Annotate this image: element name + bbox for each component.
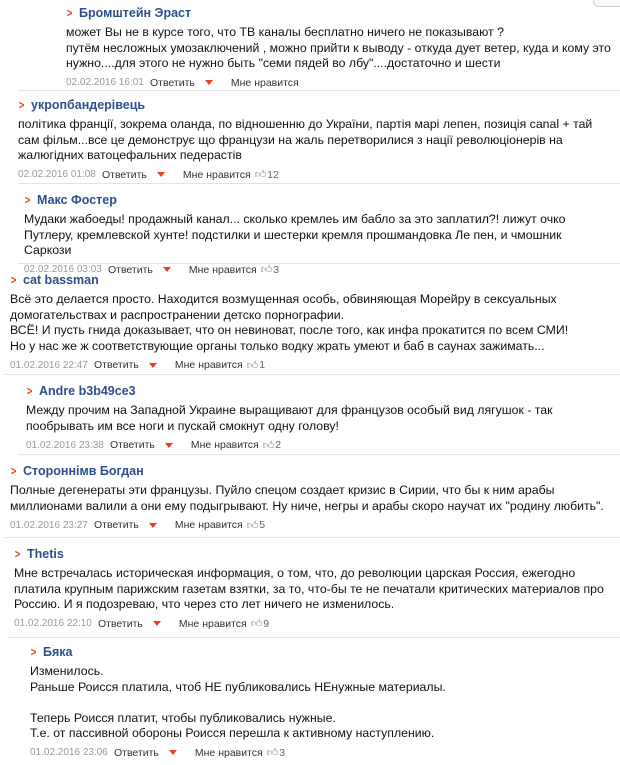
comment-date: 02.02.2016 01:08 bbox=[18, 169, 96, 180]
like-count: 12 bbox=[267, 168, 279, 181]
reply-dropdown-icon[interactable] bbox=[169, 750, 177, 755]
chevron-right-icon: > bbox=[24, 193, 31, 207]
comment bbox=[4, 455, 620, 538]
comment-author[interactable] bbox=[10, 463, 620, 479]
comment-author[interactable] bbox=[30, 644, 620, 660]
comment-text: Полные дегенераты эти французы. Пуйло спецом создает кризис в Сирии, что бы к ним арабы миллионами валили а они ему подыгрывают. Ну ниче, негры и арабы скоро научат их "родину любить". bbox=[10, 483, 604, 513]
chevron-right-icon: > bbox=[10, 273, 17, 287]
like-count: 5 bbox=[259, 519, 266, 531]
comment bbox=[18, 375, 620, 455]
like-button[interactable]: Мне нравится bbox=[194, 746, 263, 759]
thumbs-up-icon[interactable]: 👍︎ bbox=[250, 618, 263, 630]
like-button[interactable]: Мне нравится bbox=[174, 359, 243, 371]
like-count: 9 bbox=[263, 617, 270, 630]
author-name[interactable]: Макс Фостер bbox=[37, 193, 117, 207]
author-name[interactable]: Thetis bbox=[27, 547, 64, 561]
like-button[interactable]: Мне нравится bbox=[178, 617, 247, 630]
reply-button[interactable]: Ответить bbox=[108, 263, 153, 276]
reply-dropdown-icon[interactable] bbox=[157, 172, 165, 177]
comment-date: 02.02.2016 03:03 bbox=[24, 264, 102, 275]
thumbs-up-icon[interactable]: 👍︎ bbox=[254, 169, 267, 181]
reply-dropdown-icon[interactable] bbox=[149, 363, 157, 368]
author-name[interactable]: Бромштейн Эраст bbox=[79, 6, 192, 20]
like-count: 3 bbox=[279, 746, 286, 759]
like-button[interactable]: Мне нравится bbox=[190, 439, 259, 451]
comment bbox=[18, 184, 620, 276]
comment-text: может Вы не в курсе того, что ТВ каналы бесплатно ничего не показывают ? путём несложных умозаключений , можно прийти к выводу - откуда дует ветер, куда и кому это нужно....для этого не нужно быть "семи пядей во лбу"....достаточно и шести bbox=[66, 25, 611, 70]
comment bbox=[22, 638, 620, 765]
like-button[interactable]: Мне нравится bbox=[230, 76, 299, 89]
comment-text: Мне встречалась историческая информация, о том, что, до революции царская Россия, ежегодно платила крупным парижским газетам взятки, за то, что-бы те не печатали критических материалов про Россию. И я подозреваю, что через сто лет ничего не изменилось. bbox=[14, 566, 604, 611]
comment-meta bbox=[10, 358, 620, 372]
comment-author[interactable] bbox=[66, 5, 620, 21]
comment-date: 02.02.2016 16:01 bbox=[66, 77, 144, 88]
comment-date: 01.02.2016 22:47 bbox=[10, 359, 88, 371]
chevron-right-icon: > bbox=[66, 6, 73, 20]
comment-date: 01.02.2016 23:38 bbox=[26, 439, 104, 451]
author-name[interactable]: Стороннімв Богдан bbox=[23, 464, 144, 478]
like-count: 2 bbox=[275, 439, 282, 451]
comment-date: 01.02.2016 22:10 bbox=[14, 618, 92, 629]
reply-button[interactable]: Ответить bbox=[94, 359, 139, 371]
comment-author[interactable] bbox=[26, 383, 620, 399]
chevron-right-icon: > bbox=[30, 645, 37, 659]
comment bbox=[66, 0, 620, 90]
author-name[interactable]: Бяка bbox=[43, 645, 73, 659]
reply-button[interactable]: Ответить bbox=[102, 168, 147, 181]
like-count: 1 bbox=[259, 359, 266, 371]
comment-meta bbox=[66, 76, 620, 90]
comment bbox=[18, 90, 620, 184]
comment-meta bbox=[26, 438, 620, 452]
author-name[interactable]: cat bassman bbox=[23, 273, 99, 287]
thumbs-up-icon[interactable]: 👍︎ bbox=[246, 359, 259, 372]
like-button[interactable]: Мне нравится bbox=[174, 519, 243, 531]
reply-dropdown-icon[interactable] bbox=[165, 443, 173, 448]
chevron-right-icon: > bbox=[14, 547, 21, 561]
comment-date: 01.02.2016 23:27 bbox=[10, 519, 88, 531]
comment-text: Между прочим на Западной Украине выращивают для французов особый вид лягушок - так пообрывать им все ноги и пускай смокнут одну голову! bbox=[26, 403, 553, 433]
comment-meta bbox=[18, 168, 620, 182]
thumbs-up-icon[interactable]: 👍︎ bbox=[246, 519, 259, 532]
comment-text: Мудаки жабоеды! продажный канал... сколько кремлеь им бабло за это заплатил?! лижут очко Путлеру, кремлевской хунте! подстилки и шестерки кремля прошмандовка Ле пен, и чмошник Саркози bbox=[24, 212, 566, 257]
thumbs-up-icon[interactable]: 👍︎ bbox=[262, 439, 275, 452]
reply-dropdown-icon[interactable] bbox=[149, 523, 157, 528]
comment-author[interactable] bbox=[10, 272, 620, 288]
reply-button[interactable]: Ответить bbox=[94, 519, 139, 531]
comment bbox=[8, 538, 620, 638]
comment-meta bbox=[14, 617, 620, 631]
reply-button[interactable]: Ответить bbox=[110, 439, 155, 451]
comment-text: політика франції, зокрема оланда, по відношенню до України, партія марі лепен, позиція canal + тай сам фільм...все це демонструє що французи на жаль перетворилися з нації революціонерів на жалюгідних ватоцефальних педерастів bbox=[18, 117, 593, 162]
comment-text: Всё это делается просто. Находится возмущенная особь, обвиняющая Морейру в сексуальных домогательствах и распространении детско порнографии. ВСЁ! И пусть гнида доказывает, что он невиноват, после того, как инфа прокатится по всем СМИ! Но у нас же ж соответствующие органы только водку жрать умеют и баб в саунах зажимать... bbox=[10, 292, 569, 353]
comment-meta bbox=[10, 518, 620, 532]
like-button[interactable]: Мне нравится bbox=[182, 168, 251, 181]
thumbs-up-icon[interactable]: 👍︎ bbox=[260, 264, 273, 276]
author-name[interactable]: укропбандерівець bbox=[31, 98, 146, 112]
author-name[interactable]: Andre b3b49ce3 bbox=[39, 384, 136, 398]
comment-author[interactable] bbox=[24, 192, 620, 208]
comment-text: Изменилось. Раньше Роисся платила, чтоб НЕ публиковались НЕнужные материалы. Теперь Роисся платит, чтобы публиковались нужные. Т.е. от пассивной обороны Роисся перешла к активному наступлению. bbox=[30, 664, 446, 740]
thumbs-up-icon[interactable]: 👍︎ bbox=[266, 747, 279, 759]
reply-dropdown-icon[interactable] bbox=[153, 621, 161, 626]
reply-button[interactable]: Ответить bbox=[98, 617, 143, 630]
chevron-right-icon: > bbox=[10, 464, 17, 478]
like-button[interactable]: Мне нравится bbox=[188, 263, 257, 276]
like-count: 3 bbox=[273, 263, 280, 276]
reply-button[interactable]: Ответить bbox=[114, 746, 159, 759]
comment-author[interactable] bbox=[18, 97, 620, 113]
chevron-right-icon: > bbox=[18, 98, 25, 112]
comment-author[interactable] bbox=[14, 546, 620, 562]
reply-dropdown-icon[interactable] bbox=[205, 80, 213, 85]
comment-meta bbox=[30, 746, 620, 760]
reply-button[interactable]: Ответить bbox=[150, 76, 195, 89]
comment bbox=[4, 264, 620, 375]
chevron-right-icon: > bbox=[26, 384, 33, 398]
comment-date: 01.02.2016 23:06 bbox=[30, 747, 108, 758]
